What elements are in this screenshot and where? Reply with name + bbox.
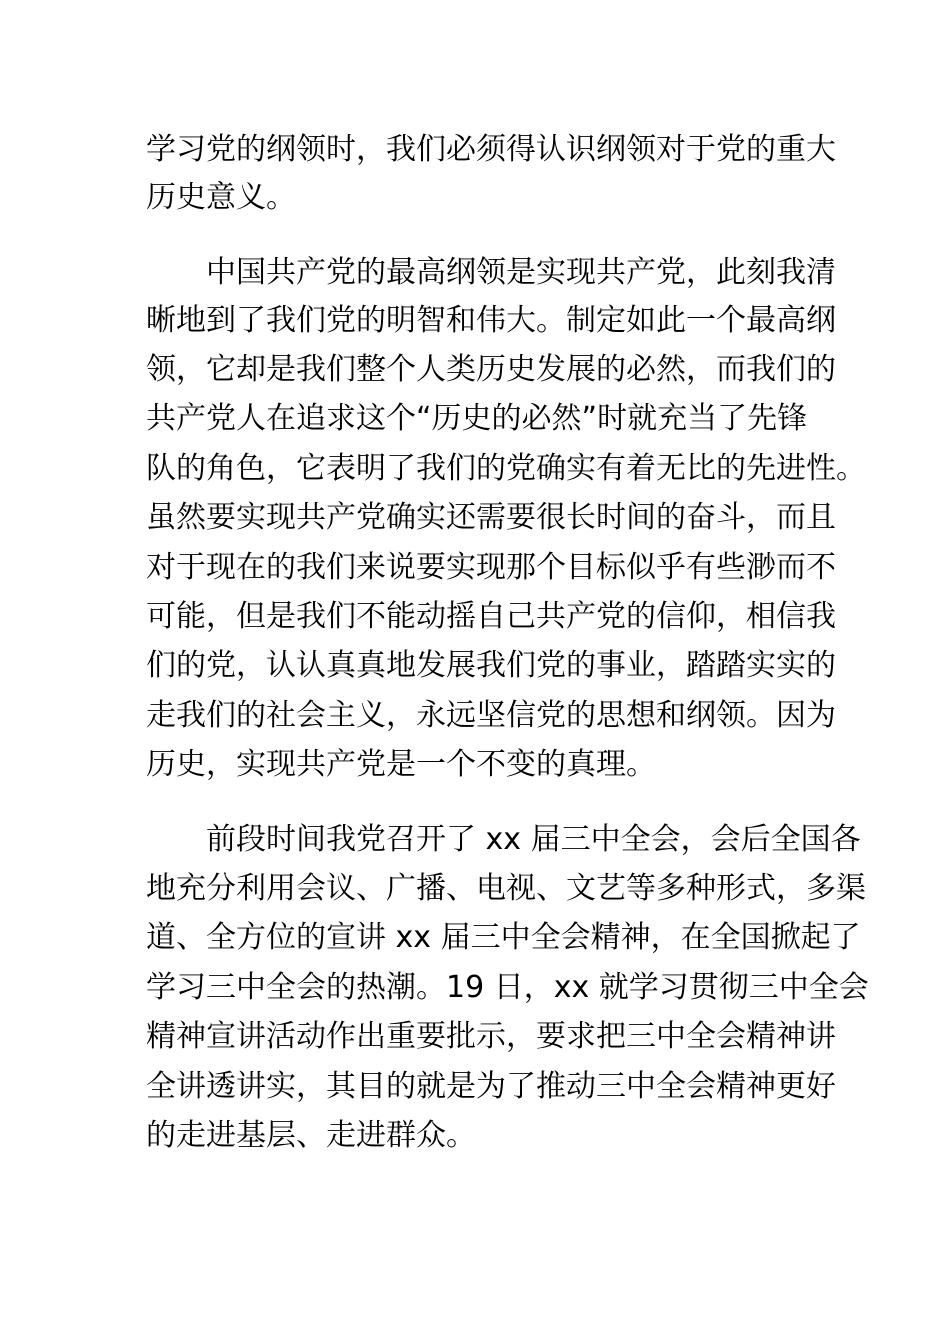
- paragraph-2-line-10: 走我们的社会主义，永远坚信党的思想和纲领。因为: [146, 698, 836, 733]
- paragraph-3-line-1: 前段时间我党召开了 xx 届三中全会，会后全国各: [206, 822, 861, 857]
- paragraph-2-line-11: 历史，实现共产党是一个不变的真理。: [146, 747, 656, 782]
- paragraph-2-line-8: 可能，但是我们不能动摇自己共产党的信仰，相信我: [146, 599, 836, 634]
- paragraph-2-line-5: 队的角色，它表明了我们的党确实有着无比的先进性。: [146, 451, 866, 486]
- paragraph-2-line-7: 对于现在的我们来说要实现那个目标似乎有些渺而不: [146, 550, 836, 585]
- paragraph-2-line-1: 中国共产党的最高纲领是实现共产党，此刻我清: [206, 255, 836, 290]
- paragraph-2-line-9: 们的党，认认真真地发展我们党的事业，踏踏实实的: [146, 648, 836, 683]
- paragraph-2-line-2: 晰地到了我们党的明智和伟大。制定如此一个最高纲: [146, 303, 836, 338]
- paragraph-3-line-5: 精神宣讲活动作出重要批示，要求把三中全会精神讲: [146, 1019, 836, 1054]
- paragraph-3-line-2: 地充分利用会议、广播、电视、文艺等多种形式，多渠: [146, 871, 866, 906]
- paragraph-1-line-1: 学习党的纲领时，我们必须得认识纲领对于党的重大: [146, 132, 836, 167]
- paragraph-3-line-3: 道、全方位的宣讲 xx 届三中全会精神，在全国掀起了: [146, 920, 861, 955]
- paragraph-2-line-4: 共产党人在追求这个“历史的必然”时就充当了先锋: [146, 401, 808, 436]
- paragraph-3-line-7: 的走进基层、走进群众。: [146, 1118, 476, 1153]
- paragraph-2-line-3: 领，它却是我们整个人类历史发展的必然，而我们的: [146, 352, 836, 387]
- paragraph-3-line-4: 学习三中全会的热潮。19 日，xx 就学习贯彻三中全会: [146, 970, 869, 1005]
- paragraph-1-line-2: 历史意义。: [146, 180, 296, 215]
- paragraph-2-line-6: 虽然要实现共产党确实还需要很长时间的奋斗，而且: [146, 500, 836, 535]
- paragraph-3-line-6: 全讲透讲实，其目的就是为了推动三中全会精神更好: [146, 1069, 836, 1104]
